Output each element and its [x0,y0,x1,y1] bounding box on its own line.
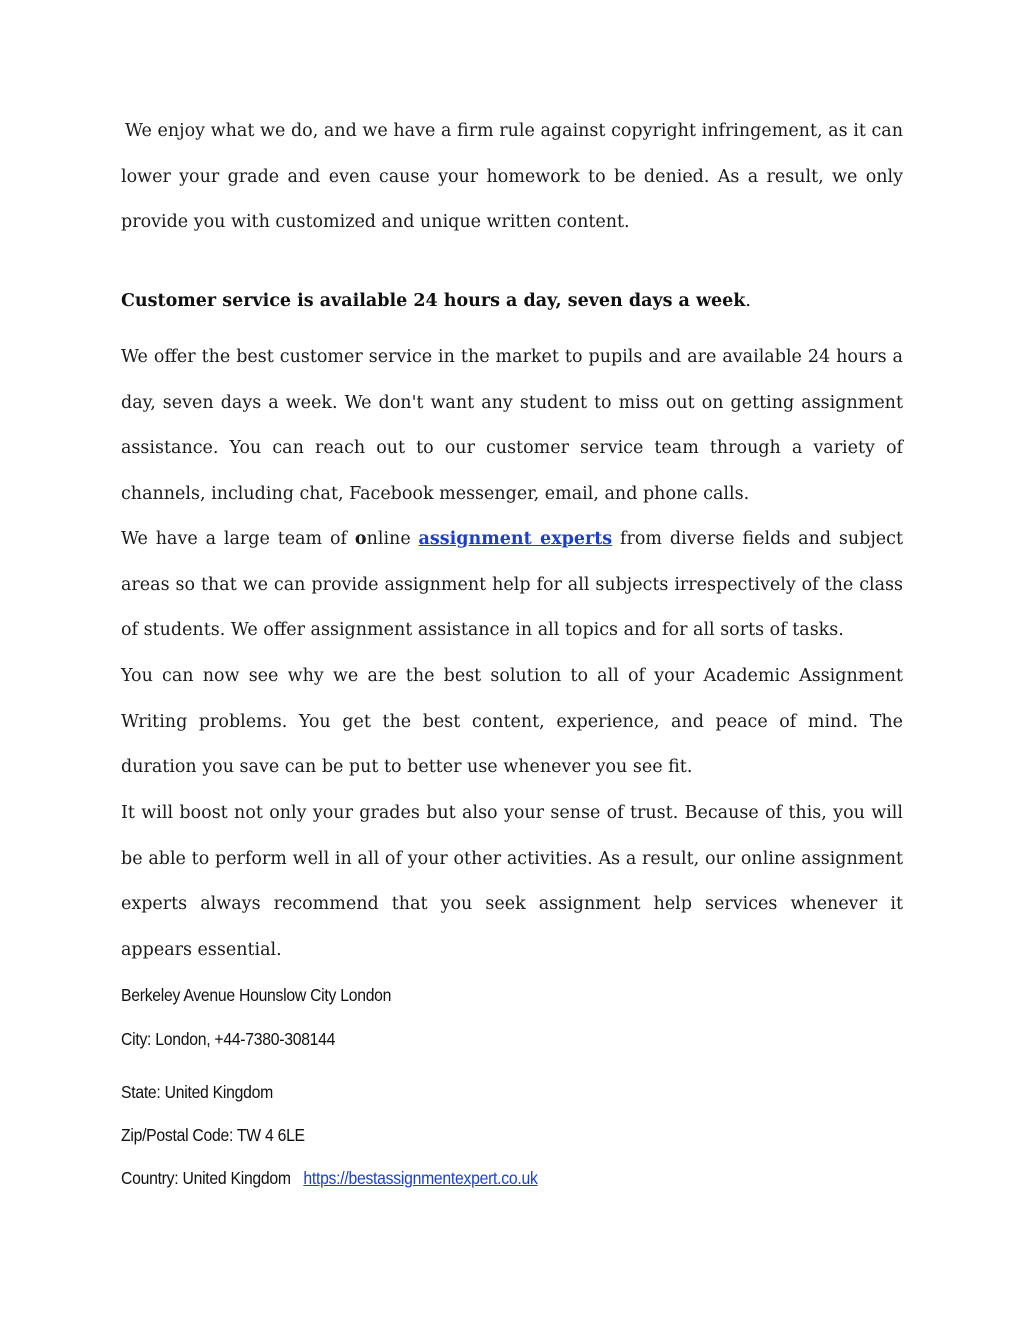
heading-text: Customer service is available 24 hours a day, seven days a week [121,291,746,311]
address-line-street: Berkeley Avenue Hounslow City London [121,985,392,1005]
country-label: Country: United Kingdom [121,1168,291,1188]
experts-text-end: from diverse fields and subject areas so that we can provide assignment help for all subjects irrespectively of the class of students. We offer assignment assistance in all topics and for all sorts of tasks. [121,529,903,640]
assignment-experts-link[interactable]: assignment experts [418,529,613,549]
experts-text-online: nline [366,529,419,549]
website-link[interactable]: https://bestassignmentexpert.co.uk [303,1168,538,1188]
experts-bold-o: o [354,529,367,549]
experts-paragraph [121,517,903,654]
best-solution-paragraph: You can now see why we are the best solution to all of your Academic Assignment Writing problems. You get the best content, experience, and peace of mind. The duration you save can be put to better use whenever you see fit. [121,666,903,777]
experts-text-start: We have a large team of [121,529,355,549]
customer-service-heading [121,283,903,319]
intro-paragraph: We enjoy what we do, and we have a firm rule against copyright infringement, as it can lower your grade and even cause your homework to be denied. As a result, we only provide you with customized and unique written content. [121,121,903,232]
boost-grades-paragraph: It will boost not only your grades but also your sense of trust. Because of this, you will be able to perform well in all of your other activities. As a result, our online assignment experts always recommend that you seek assignment help services whenever it appears essential. [121,803,903,960]
address-line-country [121,1168,538,1189]
address-line-city: City: London, +44-7380-308144 [121,1029,336,1049]
heading-punctuation: . [745,291,751,311]
address-line-state: State: United Kingdom [121,1082,273,1102]
address-line-postal: Zip/Postal Code: TW 4 6LE [121,1125,305,1145]
customer-service-paragraph: We offer the best customer service in the market to pupils and are available 24 hours a day, seven days a week. We don't want any student to miss out on getting assignment assistance. You can reach out to our customer service team through a variety of channels, including chat, Facebook messenger, email, and phone calls. [121,347,903,504]
